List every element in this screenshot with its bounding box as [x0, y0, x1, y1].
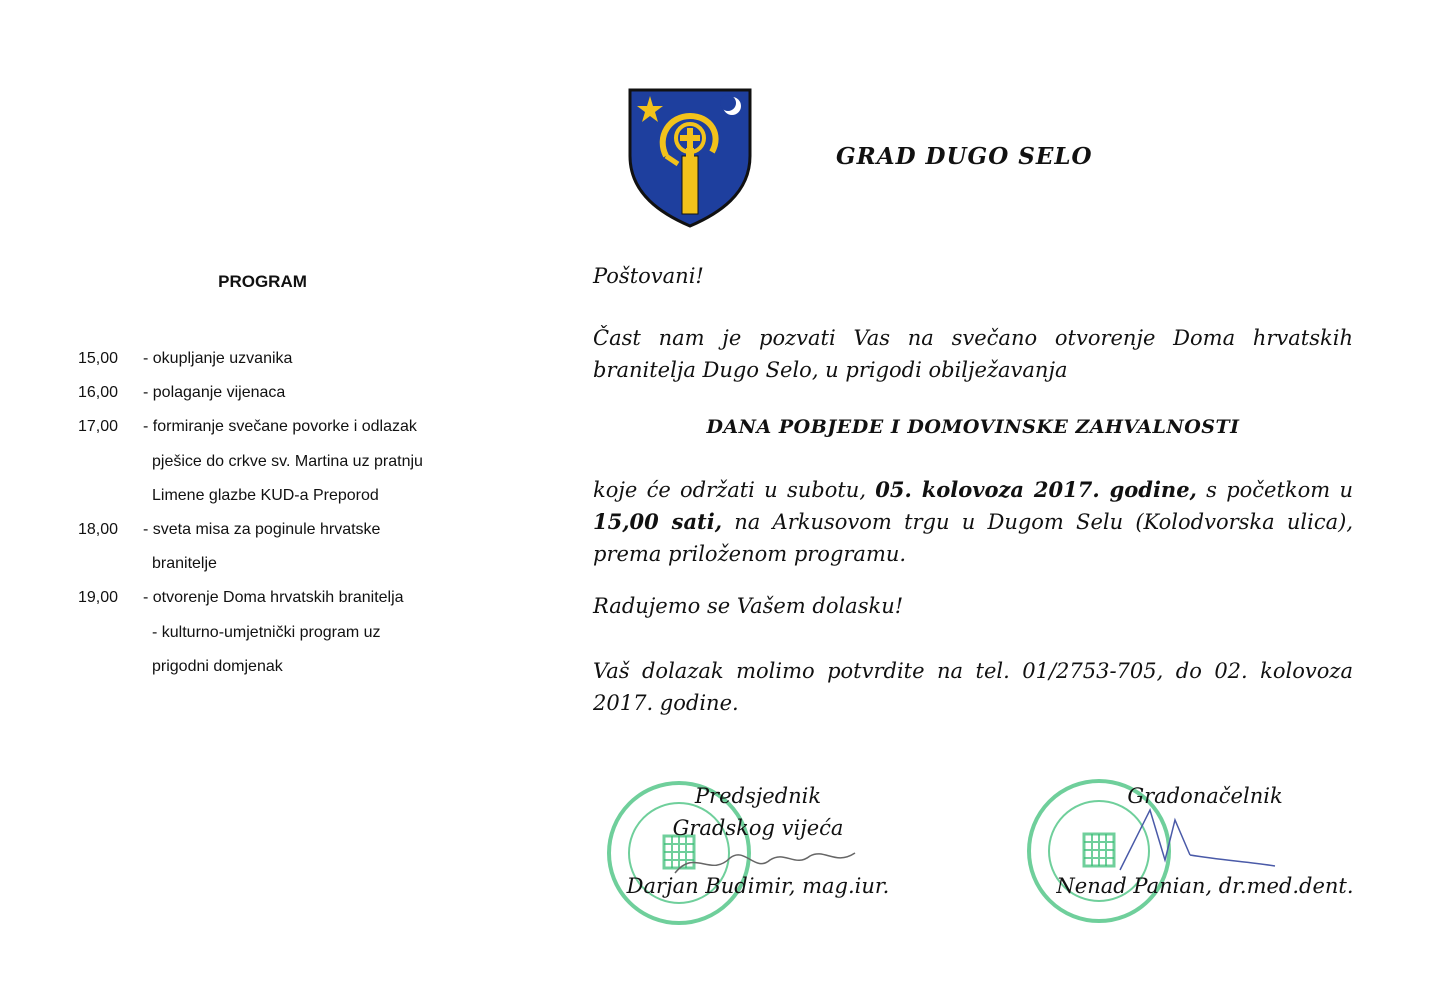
program-item-time [78, 547, 143, 581]
event-title: DANA POBJEDE I DOMOVINSKE ZAHVALNOSTI [706, 416, 1240, 438]
program-item-text: prigodni domjenak [152, 657, 283, 675]
signature-name: Nenad Panian, dr.med.dent. [1056, 874, 1354, 898]
program-item-text: - polaganje vijenaca [143, 384, 286, 402]
program-item-text: - okupljanje uzvanika [143, 350, 293, 367]
program-item-text: Limene glazbe KUD-a Preporod [152, 486, 379, 504]
signature-role: Gradonačelnik [1127, 784, 1283, 808]
program-item-text: branitelje [152, 555, 217, 573]
program-item [78, 410, 518, 444]
program-item-text: pješice do crkve sv. Martina uz pratnju [152, 452, 423, 470]
program-item-time: 18,00 [78, 521, 119, 539]
event-time: 15,00 sati, [593, 509, 723, 534]
signature-role: Gradskog vijeća [672, 816, 844, 840]
program-item-text: - formiranje svečane povorke i odlazak [143, 418, 417, 436]
program-item-time: 19,00 [78, 589, 119, 607]
program-item [78, 479, 518, 513]
details-text-1: koje će održati u subotu, [593, 478, 866, 502]
program-title: PROGRAM [218, 272, 307, 291]
program-item [78, 547, 518, 581]
program-item-time: 17,00 [78, 418, 119, 436]
city-title: GRAD DUGO SELO [836, 143, 1093, 170]
program-item-text: - sveta misa za poginule hrvatske [143, 521, 381, 539]
program-item-text: - otvorenje Doma hrvatskih branitelja [143, 589, 404, 607]
details-text-2: s početkom u [1206, 478, 1353, 502]
rsvp-paragraph: Vaš dolazak molimo potvrdite na tel. 01/2753-705, do 02. kolovoza 2017. godine. [593, 659, 1353, 715]
signature-role [1015, 812, 1395, 844]
coat-of-arms-icon [626, 86, 754, 228]
signature-role: Predsjednik [694, 784, 822, 808]
closing-line: Radujemo se Vašem dolasku! [593, 594, 904, 618]
program-item-time [78, 616, 143, 650]
invitation-paragraph: Čast nam je pozvati Vas na svečano otvorenje Doma hrvatskih branitelja Dugo Selo, u prigodi obilježavanja [593, 326, 1353, 382]
details-text-3: na Arkusovom trgu u Dugom Selu (Kolodvorska ulica), prema priloženom programu. [593, 510, 1353, 566]
program-item-time: 16,00 [78, 384, 119, 402]
program-item-time [78, 445, 143, 479]
greeting: Poštovani! [593, 264, 704, 288]
program-item-time [78, 650, 143, 684]
program-item [78, 581, 518, 615]
program-list [78, 342, 518, 684]
signature-block-council [588, 780, 928, 898]
program-item [78, 650, 518, 684]
signature-name: Darjan Budimir, mag.iur. [626, 874, 890, 898]
program-item-time [78, 479, 143, 513]
signature-block-mayor [1015, 780, 1395, 898]
event-date: 05. kolovoza 2017. godine, [875, 477, 1197, 502]
program-item-time: 15,00 [78, 350, 119, 367]
program-item [78, 342, 518, 376]
program-item [78, 376, 518, 410]
event-details-paragraph [593, 474, 1353, 570]
program-item [78, 513, 518, 547]
program-item-text: - kulturno-umjetnički program uz [152, 623, 381, 641]
program-item [78, 445, 518, 479]
program-item [78, 616, 518, 650]
